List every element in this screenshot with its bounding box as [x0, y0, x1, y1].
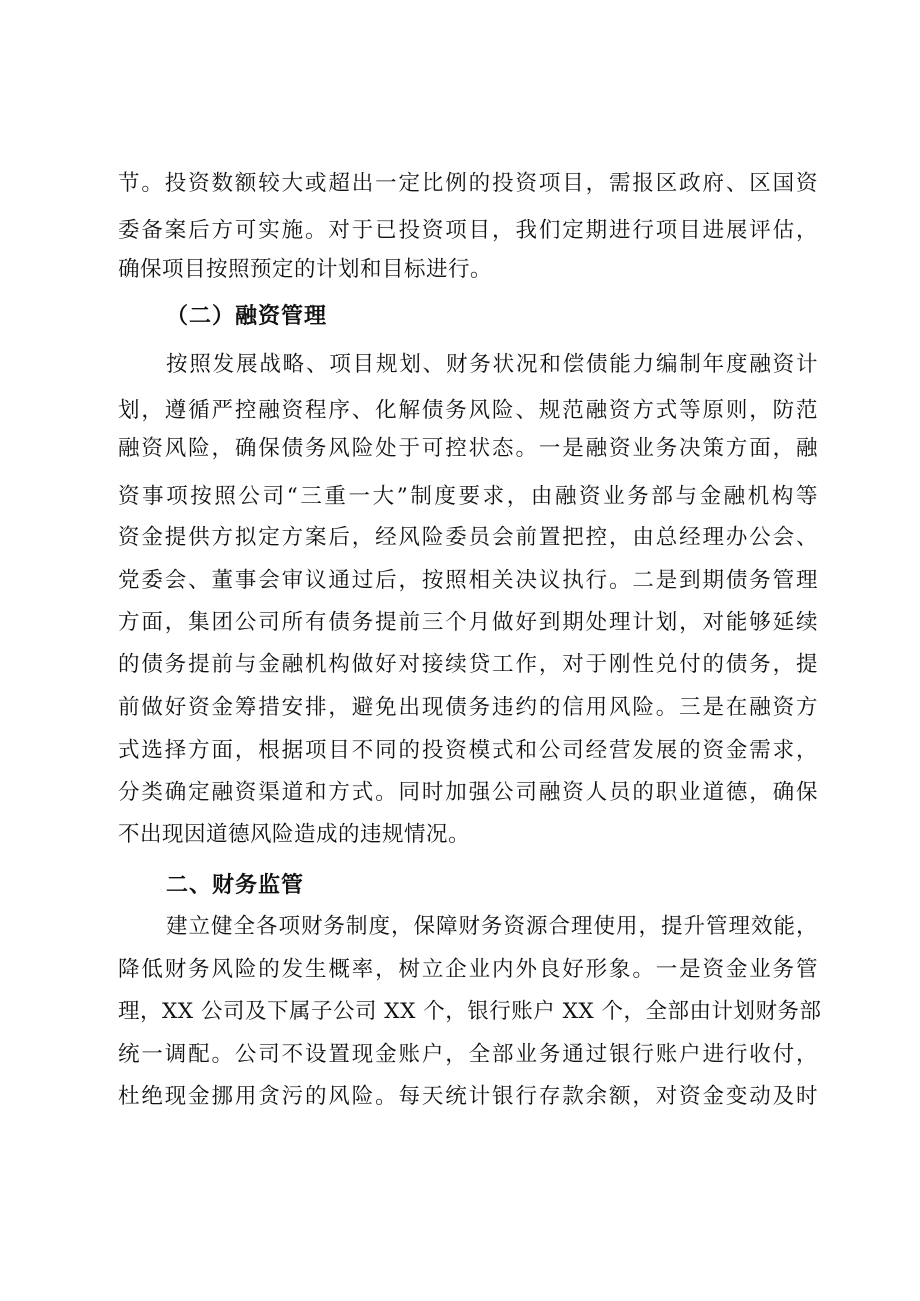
- paragraph-line: 杜绝现金挪用贪污的风险。每天统计银行存款余额，对资金变动及时: [118, 1084, 818, 1109]
- paragraph-line: 式选择方面，根据项目不同的投资模式和公司经营发展的资金需求，: [118, 738, 818, 763]
- paragraph-line: 方面，集团公司所有债务提前三个月做好到期处理计划，对能够延续: [118, 610, 818, 635]
- paragraph-line: 理，XX 公司及下属子公司 XX 个，银行账户 XX 个，全部由计划财务部: [118, 999, 822, 1024]
- paragraph-line: 按照发展战略、项目规划、财务状况和偿债能力编制年度融资计: [166, 352, 818, 377]
- paragraph-line: 建立健全各项财务制度，保障财务资源合理使用，提升管理效能，: [166, 914, 818, 939]
- paragraph-line: 分类确定融资渠道和方式。同时加强公司融资人员的职业道德，确保: [118, 780, 818, 805]
- paragraph-line: 党委会、董事会审议通过后，按照相关决议执行。二是到期债务管理: [118, 568, 818, 593]
- paragraph-line: 节。投资数额较大或超出一定比例的投资项目，需报区政府、区国资: [118, 171, 818, 196]
- paragraph-line: 的债务提前与金融机构做好对接续贷工作，对于刚性兑付的债务，提: [118, 652, 818, 677]
- paragraph-line: 确保项目按照预定的计划和目标进行。: [118, 257, 493, 282]
- paragraph-line: 委备案后方可实施。对于已投资项目，我们定期进行项目进展评估，: [118, 218, 818, 243]
- paragraph-line: 不出现因道德风险造成的违规情况。: [118, 822, 471, 847]
- section-heading: 二、财务监管: [166, 873, 305, 898]
- paragraph-line: 资事项按照公司“三重一大”制度要求，由融资业务部与金融机构等: [118, 484, 818, 509]
- paragraph-line: 前做好资金筹措安排，避免出现债务违约的信用风险。三是在融资方: [118, 695, 818, 720]
- paragraph-line: 降低财务风险的发生概率，树立企业内外良好形象。一是资金业务管: [118, 957, 818, 982]
- paragraph-line: 资金提供方拟定方案后，经风险委员会前置把控，由总经理办公会、: [118, 525, 818, 550]
- paragraph-line: 划，遵循严控融资程序、化解债务风险、规范融资方式等原则，防范: [118, 398, 818, 423]
- paragraph-line: 融资风险，确保债务风险处于可控状态。一是融资业务决策方面，融: [118, 436, 818, 461]
- paragraph-line: 统一调配。公司不设置现金账户，全部业务通过银行账户进行收付，: [118, 1042, 818, 1067]
- section-subheading: （二）融资管理: [166, 303, 328, 329]
